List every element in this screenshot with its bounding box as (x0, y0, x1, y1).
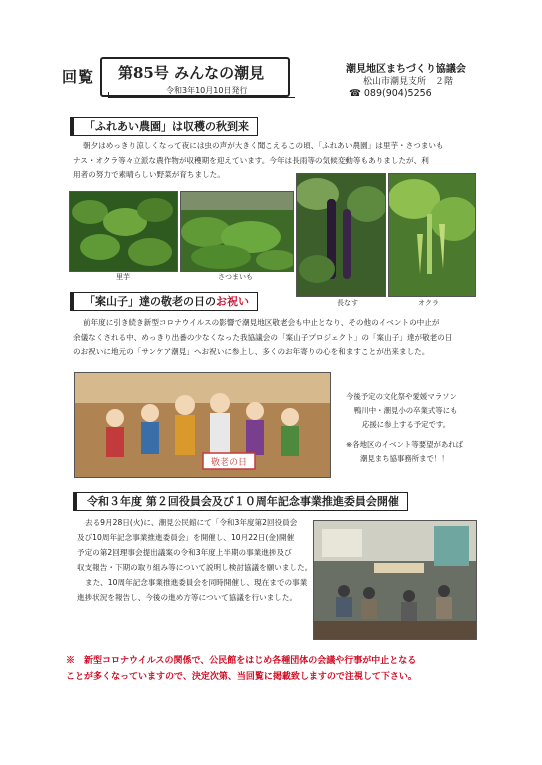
body-line: 及び10周年記念事業推進委員会」を開催し、10月22日(金)開催 (77, 533, 295, 542)
caption-satsumaimo: さつまいも (218, 273, 253, 281)
side-line: ※各地区のイベント等要望があれば (346, 440, 464, 449)
side-line: 今後予定の文化祭や愛媛マラソン (346, 392, 457, 401)
body-line: 進捗状況を報告し、今後の進め方等について協議を行いました。 (77, 593, 298, 602)
body-line: 収支報告・下期の取り組み等について説明し検討協議を願いました。 (77, 563, 313, 572)
section-body-scarecrow (73, 316, 513, 360)
caption-nagenasu: 長なす (337, 299, 358, 307)
body-line: 予定の第2回理事会提出議案の令和3年度上半期の事業進捗及び (77, 548, 292, 557)
body-line: 余儀なくされる中、めっきり出番の少なくなった我協議会の「案山子プロジェクト」の「案山子」達が敬老の日 (73, 332, 453, 342)
taro-plants-image (70, 192, 177, 271)
long-eggplant-image (297, 174, 385, 296)
body-line: のお祝いに地元の「サンケア潮見」へお祝いに参上し、多くのお年寄りの心を和ますことが出来ました。 (73, 347, 430, 356)
sweet-potato-plants-image (181, 192, 293, 271)
photo-satsumaimo (180, 191, 294, 272)
notice-line: ※ 新型コロナウイルスの関係で、公民館をはじめ各種団体の会議や行事が中止となる (66, 656, 417, 666)
newsletter-title: 第85号 みんなの潮見 (118, 64, 265, 82)
organization-phone: ☎ 089(904)5256 (349, 88, 432, 99)
heading-text: 「案山子」達の敬老の日の (84, 295, 216, 308)
section-body-meeting (77, 515, 317, 605)
section-heading-farm: 「ふれあい農園」は収穫の秋到来 (70, 117, 258, 136)
section-heading-meeting: 令和３年度 第２回役員会及び１０周年記念事業推進委員会開催 (73, 492, 408, 511)
photo-nagenasu (296, 173, 386, 297)
meeting-room-image (314, 521, 476, 639)
covid-notice (66, 653, 506, 685)
caption-okra: オクラ (418, 299, 439, 307)
organization-address: 松山市潮見支所 ２階 (363, 77, 454, 87)
photo-scarecrows (74, 372, 331, 478)
photo-okra (388, 173, 476, 297)
organization-name: 潮見地区まちづくり協議会 (346, 64, 466, 75)
banner-text: 敬老の日 (210, 458, 248, 468)
body-line: ナス・オクラ等々立派な農作物が収穫期を迎えています。今年は長雨等の気候変動等もありましたが、利 (73, 155, 429, 165)
kairan-label: 回覧 (62, 68, 95, 86)
side-line: 応援に参上する予定です。 (362, 420, 451, 429)
body-line: 朝夕はめっきり涼しくなって夜には虫の声が大きく聞こえるこの頃、「ふれあい農園」は里芋・さつまいも (83, 141, 444, 150)
heading-highlight: お祝い (216, 295, 249, 308)
notice-line: ことが多くなっていますので、決定次第、当回覧に掲載致しますので注視して下さい。 (66, 672, 417, 682)
issue-date: 令和3年10月10日発行 (166, 86, 248, 95)
okra-image (389, 174, 475, 296)
photo-satoimo (69, 191, 178, 272)
caption-satoimo: 里芋 (116, 273, 130, 281)
scarecrow-side-note (346, 390, 516, 466)
scarecrow-dolls-image (75, 373, 330, 477)
body-line: 前年度に引き続き新型コロナウイルスの影響で潮見地区敬老会も中止となり、その他のイベントの中止が (83, 318, 440, 327)
section-heading-scarecrow (70, 292, 258, 311)
side-line: 鴨川中・潮見小の卒業式等にも (354, 406, 458, 415)
photo-meeting (313, 520, 477, 640)
body-line: また、10周年記念事業推進委員会を同時開催し、現在までの事業 (85, 578, 308, 587)
body-line: 去る9月28日(火)に、潮見公民館にて「令和3年度第2回役員会 (85, 518, 298, 527)
body-line: 用者の努力で素晴らしい野菜が育ちました。 (73, 170, 225, 179)
side-line: 潮見まち協事務所まで！！ (360, 454, 449, 463)
